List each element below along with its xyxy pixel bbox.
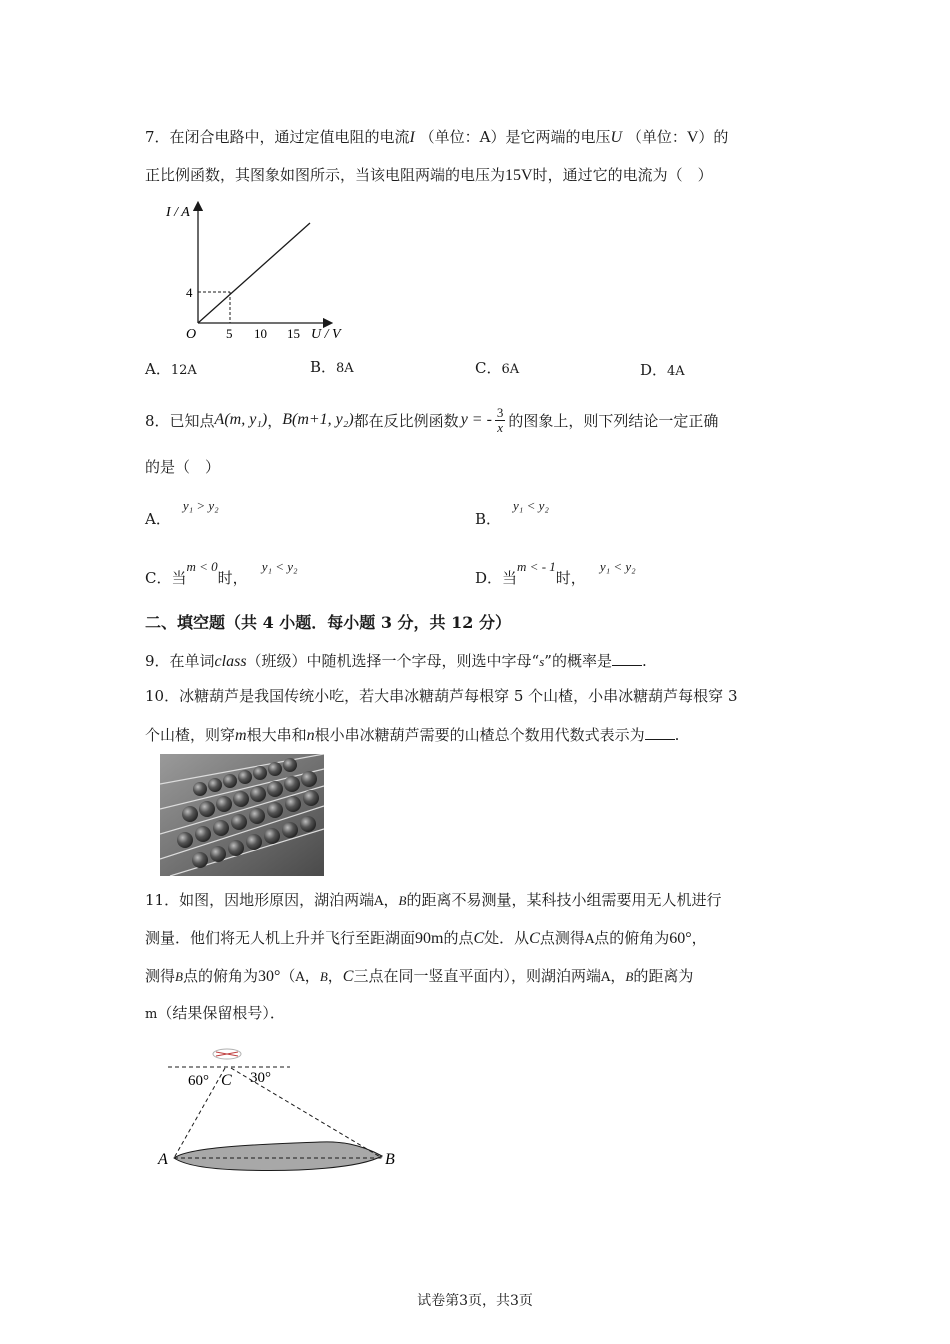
q8-text-3: 的图象上，则下列结论一定正确 (508, 411, 719, 430)
q7-option-d[interactable] (640, 363, 685, 378)
figure-point-c: C (221, 1072, 232, 1089)
y-axis-label: I / A (166, 205, 190, 220)
q11-a: A (600, 970, 611, 985)
q11-sep: ， (304, 967, 320, 985)
q9-answer-blank[interactable] (612, 651, 642, 666)
y-tick-4: 4 (186, 285, 193, 300)
option-suffix: 时， (217, 569, 248, 587)
q8-point-a: A(m, y₁) (214, 411, 268, 428)
option-relation: y₁ < y₂ (513, 498, 549, 513)
figure-angle-30: 30° (250, 1070, 271, 1086)
q11-line4 (145, 1006, 285, 1021)
q10-line1: 10．冰糖葫芦是我国传统小吃，若大串冰糖葫芦每根穿 5 个山楂，小串冰糖葫芦每根穿 3 (145, 687, 738, 705)
q9-text-3: ”的概率是 (544, 652, 612, 670)
q11-text-8: ， (691, 929, 707, 947)
figure-point-b: B (385, 1151, 395, 1168)
option-value: 6A (501, 362, 520, 377)
option-relation: y₁ < y₂ (599, 559, 636, 574)
q11-b: B (625, 969, 634, 984)
q11-sep: ， (327, 967, 343, 985)
q8-text-2: 都在反比例函数 (353, 411, 459, 430)
q10-line2 (145, 725, 679, 744)
x-tick-5: 5 (226, 326, 233, 341)
q11-a: A (374, 894, 384, 909)
q11-text-13: 的距离为 (633, 967, 694, 985)
q10-text-3: 根小串冰糖葫芦需要的山楂总个数用代数式表示为 (314, 726, 645, 744)
q8-line1 (145, 402, 718, 438)
q8-line2 (145, 460, 220, 475)
q7-option-c[interactable] (475, 361, 519, 376)
q10-var-n: n (306, 727, 315, 744)
q11-text-2: 的距离不易测量，某科技小组需要用无人机进行 (406, 891, 722, 909)
option-prefix: 当 (171, 569, 187, 587)
q9-text-2: （班级）中随机选择一个字母，则选中字母“ (246, 652, 540, 670)
q7-text-1: 7．在闭合电路中，通过定值电阻的电流 (145, 128, 410, 146)
section-2-title: 二、填空题（共 4 小题．每小题 3 分，共 12 分） (145, 613, 511, 632)
q11-text-10: 点的俯角为 (182, 967, 258, 985)
option-value: 4A (667, 364, 685, 379)
x-tick-15: 15 (287, 326, 300, 341)
q11-line2 (145, 931, 707, 947)
q8-fraction (495, 406, 506, 434)
q8-point-b: B(m+1, y₂) (282, 411, 354, 428)
option-condition: m < 0 (186, 559, 218, 574)
q11-text-12: 三点在同一竖直平面内），则湖泊两端 (353, 967, 601, 985)
q8-option-d[interactable] (475, 555, 636, 587)
q11-b: B (319, 969, 328, 984)
q7-text-6: 时，通过它的电流为（ ） (532, 166, 713, 184)
q7-option-a[interactable] (145, 362, 197, 377)
q11-text-5: 处．从 (484, 929, 530, 947)
option-letter: C． (145, 569, 172, 587)
q7-unit-v: V (686, 129, 699, 146)
q9-letter: s (539, 654, 545, 669)
q11-height: 90m (415, 930, 444, 947)
q7-line1 (145, 130, 728, 146)
q11-text-14: （结果保留根号）． (157, 1004, 285, 1022)
q7-line2 (145, 168, 713, 184)
page-footer: 试卷第3页，共3页 (417, 1293, 533, 1309)
option-letter: A． (145, 510, 171, 528)
q11-text-9: 测得 (145, 967, 176, 985)
q9-word: class (214, 653, 247, 670)
tanghulu-photo (160, 754, 324, 876)
q8-func-den: x (497, 419, 504, 435)
drone-icon (213, 1049, 241, 1059)
q7-text-4: ）的 (698, 128, 729, 146)
q10-text-1: 个山楂，则穿 (145, 726, 236, 744)
q11-a: A (584, 932, 595, 947)
q8-sep: ， (267, 411, 283, 430)
q11-line1 (145, 893, 721, 908)
q11-text-4: 的点 (443, 929, 474, 947)
q7-graph (160, 198, 360, 348)
option-letter: B． (475, 510, 502, 528)
q7-text-2: （单位：A）是它两端的电压 (419, 128, 611, 146)
q7-var-u: U (610, 129, 623, 146)
x-axis-label: U / V (311, 327, 341, 342)
q11-line3 (145, 969, 693, 985)
q11-text-6: 点测得 (539, 929, 585, 947)
q8-option-a[interactable] (145, 494, 219, 528)
q7-text-5: 正比例函数，其图象如图所示，当该电阻两端的电压为 (145, 166, 506, 184)
q8-func-num: 3 (496, 404, 504, 420)
q7-var-i: I (409, 129, 415, 146)
q11-angle-60: 60° (669, 930, 692, 947)
q9-line (145, 651, 647, 670)
q11-angle-30: 30° (257, 968, 281, 985)
lake-shape (174, 1142, 382, 1171)
option-letter: A． (145, 360, 171, 378)
q10-answer-blank[interactable] (645, 725, 675, 740)
q8-option-c[interactable] (145, 555, 298, 587)
option-letter: D． (640, 361, 668, 379)
q10-text-2: 根大串和 (246, 726, 307, 744)
option-value: 12A (170, 363, 197, 378)
q7-voltage: 15V (505, 167, 533, 184)
origin-label: O (186, 327, 197, 342)
figure-angle-60: 60° (188, 1073, 209, 1089)
q11-b: B (175, 969, 183, 984)
q11-unit-m: m (145, 1007, 158, 1022)
q8-func-lhs: y = - (460, 411, 492, 428)
q11-a: A (295, 970, 305, 985)
proportional-line (198, 223, 310, 323)
option-letter: C． (475, 359, 502, 377)
q9-end: . (641, 652, 647, 670)
q11-c: C (342, 968, 354, 985)
option-value: 8A (336, 361, 354, 376)
q11-sep: ， (383, 891, 399, 909)
option-condition: m < - 1 (517, 559, 556, 574)
figure-point-a: A (158, 1151, 168, 1168)
q11-c: C (473, 930, 485, 947)
q8-text-1: 8．已知点 (145, 411, 215, 430)
q11-text-3: 测量．他们将无人机上升并飞行至距湖面 (145, 929, 416, 947)
q8-text-4: 的是（ ） (145, 458, 221, 476)
q11-figure (150, 1040, 410, 1180)
q10-end: . (674, 726, 680, 744)
q11-c: C (529, 930, 540, 947)
q7-option-b[interactable] (310, 360, 354, 375)
option-letter: B． (310, 358, 337, 376)
option-relation: y₁ < y₂ (261, 559, 298, 574)
option-relation: y₁ > y₂ (182, 498, 219, 513)
q9-text-1: 9．在单词 (145, 652, 215, 670)
q7-text-3: （单位： (626, 128, 687, 146)
q8-option-b[interactable] (475, 494, 549, 528)
q11-text-1: 11．如图，因地形原因，湖泊两端 (145, 891, 375, 909)
q11-b: B (398, 893, 407, 908)
x-tick-10: 10 (254, 326, 267, 341)
q10-var-m: m (235, 727, 247, 744)
option-suffix: 时， (555, 569, 586, 587)
q11-text-11: （ (280, 967, 296, 985)
q11-sep: ， (610, 967, 626, 985)
option-letter: D． (475, 569, 503, 587)
option-prefix: 当 (502, 569, 518, 587)
q11-text-7: 点的俯角为 (594, 929, 670, 947)
